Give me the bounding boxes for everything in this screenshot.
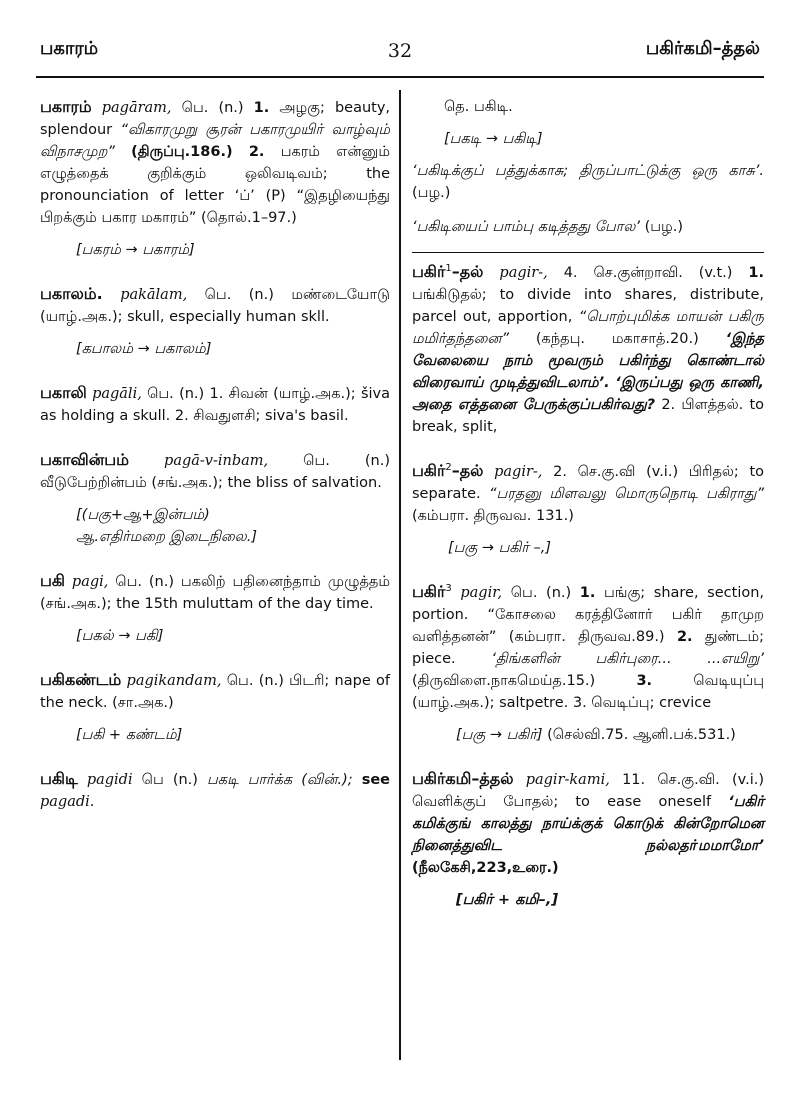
part-of-speech: பெ. (n.) xyxy=(510,585,572,601)
definition: பகலிற் பதினைந்தாம் முழுத்தம் (சங்.அக.); the 15th muluttam of the day time. xyxy=(40,574,391,612)
sense: துண்டம்; piece. xyxy=(412,629,765,667)
citation: (தொல்.1–97.) xyxy=(201,210,297,226)
sense-number: 2. xyxy=(676,629,693,645)
quotation: “பொற்புமிக்க மாயன் பகிரு மமிர்தந்தனை” xyxy=(412,309,764,347)
transliteration: pagā-v-inbam, xyxy=(164,453,269,469)
headword: பகாரம் xyxy=(40,97,92,116)
part-of-speech: பெ. (n.) xyxy=(115,574,174,590)
sense: பங்கு; share, section, portion. xyxy=(412,585,765,623)
quotation: “விகாரமுறு சூரன் பகாரமுயிர் வாழ்வும் விநாசமுற” xyxy=(40,122,391,160)
definition: வெளிக்குப் போதல்; to ease oneself xyxy=(412,794,712,810)
etymology xyxy=(76,504,390,548)
part-of-speech: பெ. (n.) xyxy=(181,100,244,116)
etymology-source: (செல்வி.75. ஆனி.பக்.531.) xyxy=(547,727,736,743)
entry-pakavinpam xyxy=(40,449,390,548)
sense: சிவதுளசி; siva's basil. xyxy=(193,408,349,424)
example: ‘இந்த வேலையை நாம் மூவரும் பகிர்ந்து கொண்டால் விரைவாய் முடித்துவிடலாம்’. xyxy=(412,331,764,391)
part-of-speech: 2. செ.கு.வி (v.i.) xyxy=(553,464,679,480)
header-rule xyxy=(36,76,764,78)
etymology-text: [பகு → பகிர்] xyxy=(456,727,543,743)
quotation: “இதழியைந்து பிறக்கும் பகார மகாரம்” xyxy=(40,188,390,226)
transliteration: pakālam, xyxy=(120,287,188,303)
sense: பகரம் என்னும் எழுத்தைக் குறிக்கும் ஒலிவடிவம்; the pronounciation of letter ‘ப்’ (P) xyxy=(40,144,391,204)
transliteration: pagir, xyxy=(460,585,503,601)
headword: பகிர்கமி–த்தல் xyxy=(412,769,514,788)
etymology-line: [(பகு+ஆ+இன்பம்) xyxy=(76,507,210,523)
sense-number: 2. xyxy=(248,144,265,160)
running-head-right: பகிர்கமி–த்தல் xyxy=(645,38,760,59)
sense-number: 2. xyxy=(174,408,189,424)
etymology: [கபாலம் → பகாலம்] xyxy=(76,341,212,357)
headword-suffix: –தல் xyxy=(451,262,484,281)
sense: பிளத்தல். to break, split, xyxy=(412,397,765,435)
etymology: [பகு → பகிர் –,] xyxy=(448,540,551,556)
etymology: [பகி + கண்டம்] xyxy=(76,727,183,743)
entry-pakir-3 xyxy=(412,581,764,746)
definition: பிடரி; nape of the neck. (சா.அக.) xyxy=(40,673,391,711)
citation: (கந்தபு. மகாசாத்.20.) xyxy=(535,331,699,347)
definition: வீடுபேற்றின்பம் (சங்.அக.); the bliss of salvation. xyxy=(40,475,382,491)
headword: பகிர் xyxy=(412,582,446,601)
proverb-source: (பழ.) xyxy=(644,219,683,235)
transliteration: pagi, xyxy=(71,574,109,590)
etymology: [பகல் → பகி] xyxy=(76,628,164,644)
sense-number: 3. xyxy=(636,673,653,689)
entry-pakiti-continued xyxy=(444,96,764,150)
entry-pakali xyxy=(40,382,390,427)
citation: (திருப்பு.186.) xyxy=(131,144,233,160)
entry-pakaram xyxy=(40,96,390,261)
headword: பகிர் xyxy=(412,262,446,281)
proverb-text: ‘பகிடிக்குப் பத்துக்காசு; திருப்பாட்டுக்கு ஒரு காசு’. xyxy=(412,163,764,179)
transliteration: pagāram, xyxy=(101,100,172,116)
see-label: see xyxy=(361,772,391,788)
proverb xyxy=(412,216,764,238)
part-of-speech: பெ. (n.) xyxy=(303,453,390,469)
example: ‘இருப்பது ஒரு காணி, அதை எத்தனை பேருக்குப்பகிர்வது? xyxy=(412,375,764,413)
headword: பகாவின்பம் xyxy=(40,450,129,469)
sense: அழகு; beauty, splendour xyxy=(40,100,391,138)
part-of-speech: 11. செ.கு.வி. (v.i.) xyxy=(622,772,765,788)
left-column xyxy=(40,96,390,835)
headword: பகாலி xyxy=(40,383,87,402)
sense-number: 3. xyxy=(572,695,587,711)
etymology-line: ஆ.எதிர்மறை இடைநிலை.] xyxy=(76,529,257,545)
headword-suffix: –தல் xyxy=(451,461,484,480)
definition: பகடி பார்க்க (வின்.); xyxy=(207,772,353,788)
headword: பகி xyxy=(40,571,66,590)
entry-pakirkami xyxy=(412,768,764,911)
running-head-left: பகாரம் xyxy=(40,38,99,59)
entry-paki xyxy=(40,570,390,647)
quotation: “பரதனு மிளவலு மொருநொடி பகிராது” xyxy=(489,486,764,502)
citation: (நீலகேசி,223,உரை.) xyxy=(412,860,559,876)
sense-number: 1. xyxy=(209,386,224,402)
sense: பங்கிடுதல்; to divide into shares, distribute, parcel out, apportion, xyxy=(412,287,764,325)
definition: தெ. பகிடி. xyxy=(444,99,513,115)
entry-pakir-1 xyxy=(412,261,764,438)
proverb-source: (பழ.) xyxy=(412,185,451,201)
transliteration: pagāli, xyxy=(92,386,142,402)
headword: பகிகண்டம் xyxy=(40,670,122,689)
part-of-speech: பெ. (n.) xyxy=(147,386,205,402)
entry-pakiti xyxy=(40,768,390,813)
cross-reference: pagadi. xyxy=(40,794,95,810)
part-of-speech: 4. செ.குன்றாவி. (v.t.) xyxy=(563,265,733,281)
etymology: [பகடி → பகிடி] xyxy=(444,131,543,147)
etymology: [பகிர் + கமி–,] xyxy=(456,892,559,908)
homonym-number: 1 xyxy=(445,263,452,275)
citation: (கம்பரா. திருவவ.89.) xyxy=(508,629,665,645)
sense-number: 2. xyxy=(661,397,676,413)
sense-number: 1. xyxy=(253,100,270,116)
page-number: 32 xyxy=(387,40,413,62)
definition: பிரிதல்; to separate. xyxy=(412,464,765,502)
headword: பகாலம். xyxy=(40,284,103,303)
part-of-speech: பெ. (n.) xyxy=(204,287,274,303)
transliteration: pagikandam, xyxy=(126,673,222,689)
citation: (திருவிளை.நாகமெய்த.15.) xyxy=(412,673,596,689)
column-divider xyxy=(399,90,401,1060)
headword: பகிடி xyxy=(40,769,78,788)
headword: பகிர் xyxy=(412,461,446,480)
sense: வெடியுப்பு (யாழ்.அக.); saltpetre. xyxy=(412,673,764,711)
etymology xyxy=(456,724,764,746)
part-of-speech: பெ. (n.) xyxy=(226,673,284,689)
quotation: ‘திங்களின் பகிர்புரை... ...எயிறு’ xyxy=(491,651,764,667)
transliteration: pagidi xyxy=(86,772,133,788)
entry-pakir-2 xyxy=(412,460,764,559)
entry-pakikandam xyxy=(40,669,390,746)
proverb-text: ‘பகிடியைப் பாம்பு கடித்தது போல’ xyxy=(412,219,640,235)
quotation: “கோசலை கரத்தினோர் பகிர் தாமுற வளித்தனன்” xyxy=(412,607,764,645)
entry-pakalam xyxy=(40,283,390,360)
definition: மண்டையோடு (யாழ்.அக.); skull, especially human skll. xyxy=(40,287,390,325)
transliteration: pagir-, xyxy=(499,265,548,281)
homonym-number: 3 xyxy=(445,583,452,595)
entry-separator xyxy=(412,252,764,253)
proverb xyxy=(412,160,764,204)
sense: சிவன் (யாழ்.அக.); šiva as holding a skull. xyxy=(40,386,390,424)
etymology: [பகரம் → பகாரம்] xyxy=(76,242,195,258)
homonym-number: 2 xyxy=(445,462,452,474)
right-column xyxy=(412,96,764,933)
transliteration: pagir-, xyxy=(494,464,543,480)
sense: வெடிப்பு; crevice xyxy=(591,695,712,711)
citation: (கம்பரா. திருவவ. 131.) xyxy=(412,508,574,524)
sense-number: 1. xyxy=(748,265,765,281)
quotation: ‘பகிர் கமிக்குங் காலத்து நாய்க்குக் கொடுக் கின்றோமென நினைத்துவிட நல்லதா்மமாமோ’ xyxy=(412,794,765,854)
sense-number: 1. xyxy=(579,585,596,601)
transliteration: pagir-kami, xyxy=(525,772,610,788)
part-of-speech: பெ (n.) xyxy=(141,772,198,788)
